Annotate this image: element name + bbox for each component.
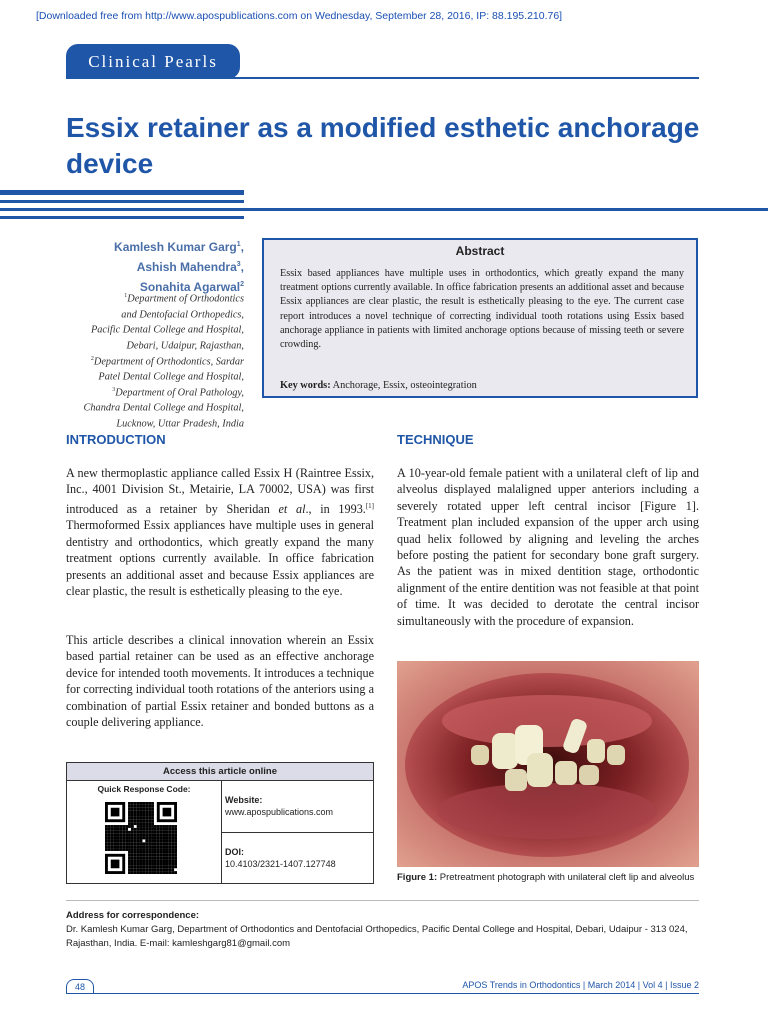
affiliation-line: $^1$Department of Orthodontics: [124, 293, 244, 305]
website-label: Website:: [225, 795, 263, 805]
affiliation-line: Debari, Udaipur, Rajasthan,: [126, 340, 244, 352]
affiliation-line: $^3$Department of Oral Pathology,: [112, 386, 244, 399]
abstract-text: Essix based appliances have multiple uses in orthodontics, which greatly expand the many treatment options currently available. In office fabrication presents an additional asset and because Essix appliances are clear plastic, the result is esthetically pleasing to the eye. The current case report introduces a novel technique of correcting individual tooth rotations using Essix based anchorage appliance in patients with limited anchorage options because of missing teeth or severe crowding.: [280, 268, 684, 351]
website-link[interactable]: www.apospublications.com: [225, 807, 334, 817]
access-heading: Access this article online: [67, 763, 373, 781]
qr-label: Quick Response Code:: [97, 784, 191, 794]
download-note: [Downloaded free from http://www.apospublications.com on Wednesday, September 28, 2016, IP: 88.195.210.76]: [36, 10, 563, 22]
affiliation-line: and Dentofacial Orthopedics,: [121, 309, 244, 321]
author-list: [66, 236, 244, 296]
affiliation-line: Patel Dental College and Hospital,: [98, 371, 244, 383]
website-cell: [221, 780, 373, 833]
introduction-heading: INTRODUCTION: [66, 432, 166, 447]
abstract-heading: Abstract: [455, 244, 505, 258]
introduction-paragraph: This article describes a clinical innovation wherein an Essix based partial retainer can be used as an effective anchorage device for intended tooth movements. It introduces a technique for correcting individual tooth rotations of the anteriors using a combination of partial Essix retainer and bonded buttons as a couple delivering appliance.: [66, 633, 374, 730]
doi-label: DOI:: [225, 847, 244, 857]
title-stripe: [0, 190, 244, 195]
doi-link[interactable]: 10.4103/2321-1407.127748: [225, 859, 336, 869]
article-title: Essix retainer as a modified esthetic anchorage device: [66, 112, 700, 179]
access-article-box: [66, 762, 374, 884]
title-stripe: [0, 216, 244, 219]
introduction-paragraph: A new thermoplastic appliance called Essix H (Raintree Essix, Inc., 4001 Division St., Metairie, LA 70002, USA) was first introduced as a retainer by Sheridan et al., in 1993.[1] Thermoformed Essix appliances have multiple uses in general dentistry and orthodontics, which greatly expand the many treatment options currently available. In office fabrication presents an additional asset and because Essix appliances are clear plastic, the result is esthetically pleasing to the eye.: [66, 466, 375, 598]
divider: [66, 900, 699, 901]
doi-cell: [221, 833, 373, 883]
figure-caption: Figure 1: Pretreatment photograph with unilateral cleft lip and alveolus: [397, 872, 695, 883]
affiliations: [38, 290, 244, 431]
abstract-box: [262, 238, 698, 398]
keywords: Key words: Anchorage, Essix, osteointegration: [280, 380, 477, 391]
title-stripe: [0, 208, 768, 211]
section-label: Clinical Pearls: [66, 44, 240, 79]
affiliation-line: Chandra Dental College and Hospital,: [83, 402, 244, 414]
author: Kamlesh Kumar Garg$^1$,: [114, 240, 244, 254]
affiliation-line: Pacific Dental College and Hospital,: [90, 324, 244, 336]
title-stripe: [0, 200, 244, 203]
correspondence-text: Dr. Kamlesh Kumar Garg, Department of Orthodontics and Dentofacial Orthopedics, Pacific Dental College and Hospital, Debari, Udaipur - 313 024, Rajasthan, India. E-mail: kamleshgarg81@gmail.com: [66, 924, 688, 949]
page-number: 48: [66, 979, 94, 994]
footer-rule: [66, 993, 699, 994]
affiliation-line: $^2$Department of Orthodontics, Sardar: [90, 355, 244, 367]
journal-footer: APOS Trends in Orthodontics | March 2014 | Vol 4 | Issue 2: [462, 980, 699, 990]
figure-photo: [397, 661, 699, 867]
correspondence-heading: Address for correspondence:: [66, 910, 200, 921]
qr-cell: [67, 780, 222, 883]
technique-heading: TECHNIQUE: [397, 432, 474, 447]
technique-paragraph: A 10-year-old female patient with a unilateral cleft of lip and alveolus displayed malaligned upper anteriors including a severely rotated upper left central incisor [Figure 1]. Treatment plan included expansion of the upper arch using quad helix followed by aligning and leveling the arches before posting the patient for secondary bone graft surgery. As the patient was in mixed dentition stage, orthodontic alignment of the entire dentition was not feasible at that point of time. It was decided to derotate the central incisor simultaneously with the procedure of expansion.: [397, 466, 699, 628]
qr-code-icon[interactable]: [105, 802, 177, 874]
author: Sonahita Agarwal$^2$: [139, 280, 244, 294]
affiliation-line: Lucknow, Uttar Pradesh, India: [116, 418, 244, 430]
author: Ashish Mahendra$^3$,: [136, 260, 244, 274]
